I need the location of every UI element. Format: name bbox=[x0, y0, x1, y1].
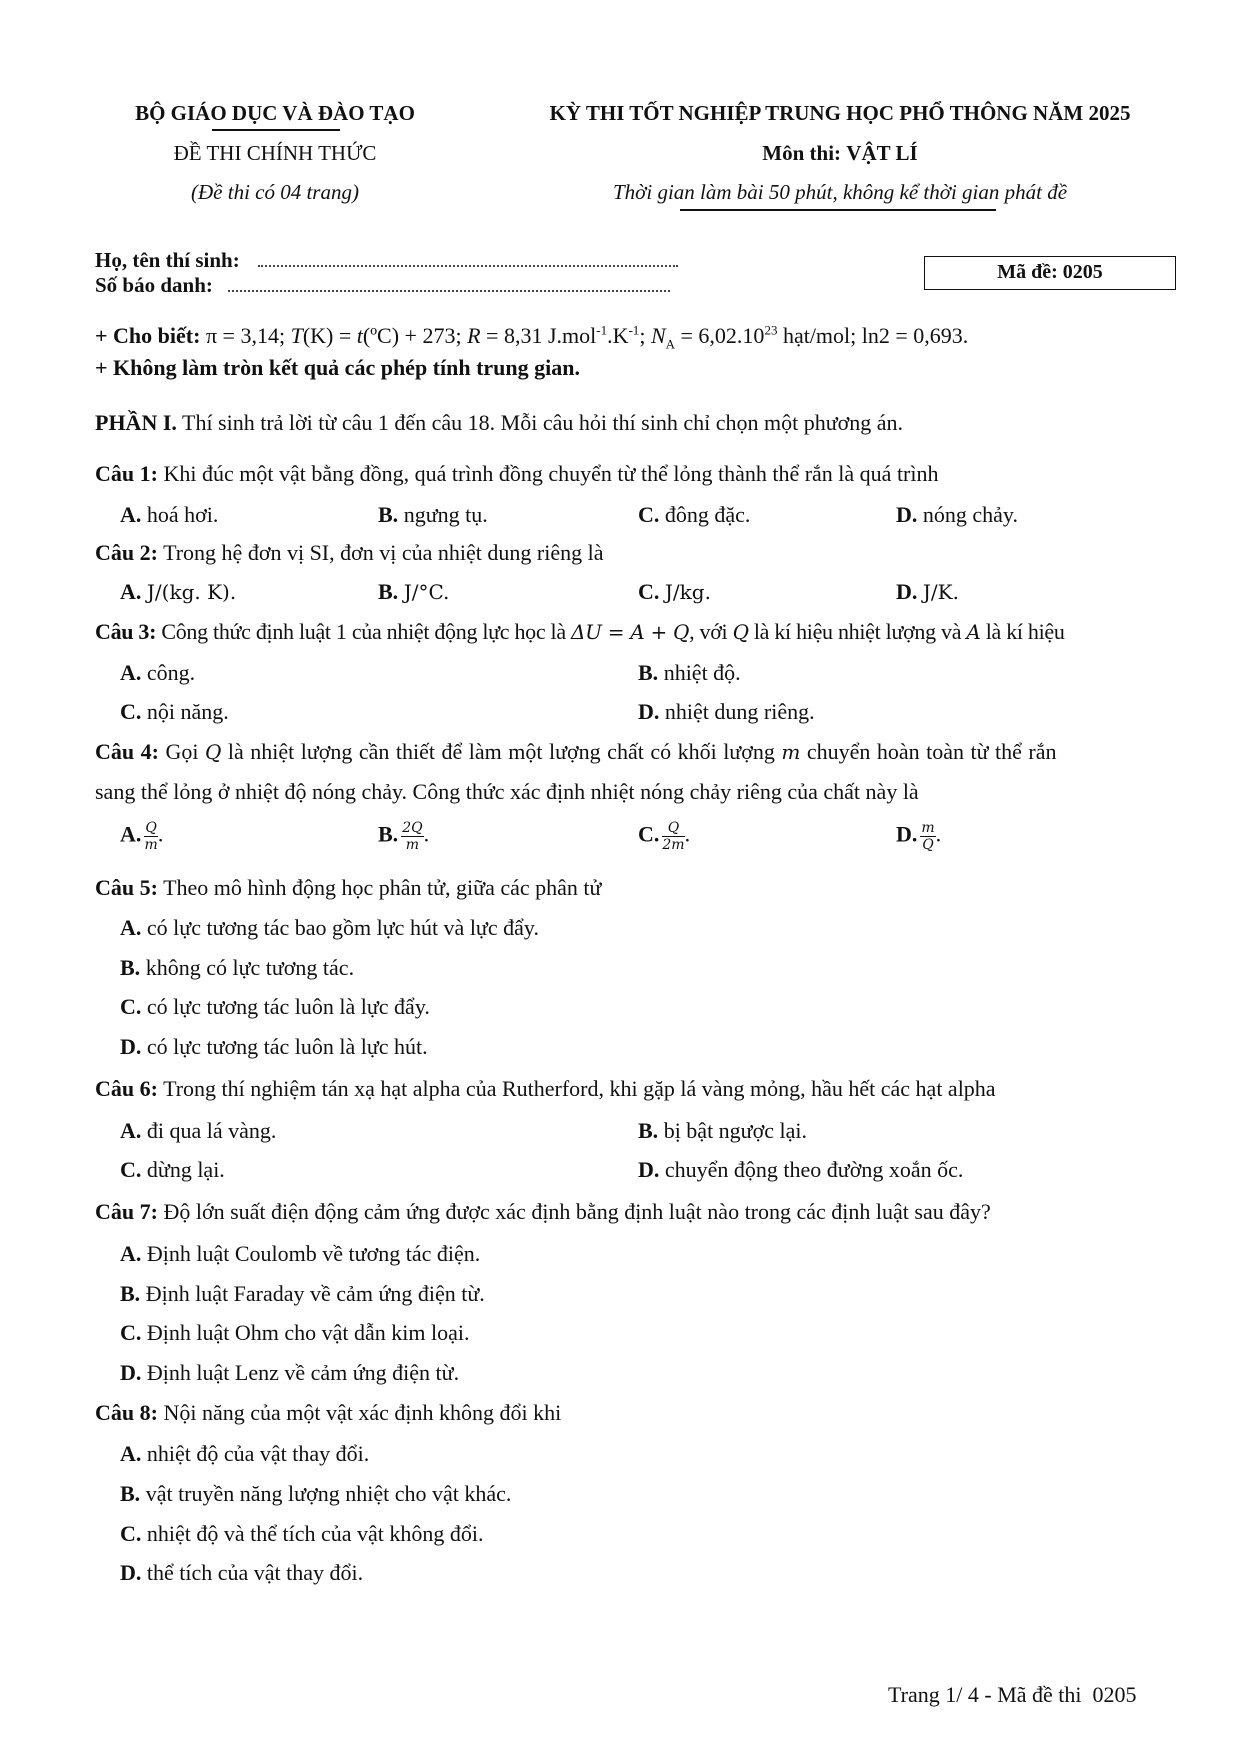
given-t-var: T bbox=[290, 323, 303, 348]
given-t-lower: t bbox=[356, 323, 363, 348]
option-key: B. bbox=[120, 1481, 141, 1506]
question-1 bbox=[95, 461, 939, 487]
question-6 bbox=[95, 1076, 996, 1102]
subject-line bbox=[500, 141, 1180, 166]
question-text: , với bbox=[689, 619, 728, 644]
candidate-name-line[interactable] bbox=[258, 265, 678, 267]
option-text: Định luật Lenz về cảm ứng điện từ. bbox=[146, 1360, 460, 1385]
option-key: A. bbox=[120, 660, 142, 685]
exam-code-value: 0205 bbox=[1062, 261, 1103, 283]
option-text: Định luật Ohm cho vật dẫn kim loại. bbox=[146, 1320, 470, 1345]
formula: ΔU = A + Q bbox=[571, 620, 690, 644]
option-text: công. bbox=[146, 660, 196, 685]
q3-option-a[interactable] bbox=[120, 660, 195, 686]
q5-option-b[interactable] bbox=[120, 955, 354, 981]
question-label: Câu 2: bbox=[95, 540, 158, 565]
q4-option-c[interactable]: C. $\frac{Q}{2m}$ . bbox=[638, 820, 691, 853]
fraction-numerator: m bbox=[921, 820, 935, 836]
option-text: nội năng. bbox=[146, 699, 229, 724]
option-text: bị bật ngược lại. bbox=[663, 1118, 807, 1143]
option-key: A. bbox=[120, 915, 142, 940]
fraction bbox=[144, 820, 157, 853]
question-label: Câu 5: bbox=[95, 875, 158, 900]
pages-note: (Đề thi có 04 trang) bbox=[191, 180, 359, 204]
option-key: C. bbox=[120, 1320, 142, 1345]
q7-option-b[interactable] bbox=[120, 1281, 485, 1307]
given-r-sup2: -1 bbox=[628, 322, 640, 338]
option-text: hoá hơi. bbox=[146, 502, 219, 527]
option-key: A. bbox=[120, 1441, 142, 1466]
question-text: chuyển hoàn toàn từ thể rắn bbox=[806, 739, 1057, 764]
question-text: là nhiệt lượng cần thiết để làm một lượng chất có khối lượng bbox=[227, 739, 775, 764]
option-text: đi qua lá vàng. bbox=[146, 1118, 277, 1143]
page-footer: Trang 1/ 4 - Mã đề thi 0205 bbox=[888, 1682, 1137, 1707]
fraction bbox=[662, 820, 684, 853]
option-key: D. bbox=[896, 579, 918, 604]
option-key: D. bbox=[896, 821, 918, 847]
option-key: D. bbox=[120, 1560, 142, 1585]
question-text: Khi đúc một vật bằng đồng, quá trình đồng chuyển từ thể lỏng thành thể rắn là quá trình bbox=[163, 461, 939, 486]
given-r-sup1: -1 bbox=[596, 322, 608, 338]
fraction-denominator: m bbox=[405, 837, 420, 853]
q6-option-b[interactable] bbox=[638, 1118, 807, 1144]
question-label: Câu 3: bbox=[95, 619, 157, 644]
ministry-name: BỘ GIÁO DỤC VÀ ĐÀO TẠO bbox=[135, 101, 415, 125]
option-key: B. bbox=[638, 1118, 659, 1143]
option-key: C. bbox=[120, 1521, 142, 1546]
exam-title: KỲ THI TỐT NGHIỆP TRUNG HỌC PHỔ THÔNG NĂM 2025 bbox=[549, 101, 1131, 125]
q8-option-d[interactable] bbox=[120, 1560, 363, 1586]
exam-code-label: Mã đề: bbox=[997, 261, 1058, 283]
given-r-k: .K bbox=[607, 323, 629, 348]
option-key: C. bbox=[120, 1157, 142, 1182]
candidate-name-label: Họ, tên thí sinh: bbox=[95, 248, 240, 272]
q5-option-d[interactable] bbox=[120, 1034, 428, 1060]
option-key: A. bbox=[120, 1241, 142, 1266]
option-key: C. bbox=[638, 579, 660, 604]
option-key: A. bbox=[120, 821, 142, 847]
q1-option-a[interactable] bbox=[120, 502, 218, 528]
q2-option-d[interactable] bbox=[896, 579, 959, 605]
question-text: Theo mô hình động học phân tử, giữa các phân tử bbox=[163, 875, 602, 900]
option-key: D. bbox=[120, 1034, 142, 1059]
question-label: Câu 4: bbox=[95, 739, 159, 764]
option-key: C. bbox=[120, 994, 142, 1019]
q7-option-d[interactable] bbox=[120, 1360, 459, 1386]
q2-option-b[interactable] bbox=[378, 579, 449, 605]
given-t-rest: (ºC) + 273; bbox=[362, 323, 462, 348]
option-text: Định luật Coulomb về tương tác điện. bbox=[146, 1241, 481, 1266]
subject-label: Môn thi: bbox=[762, 141, 842, 165]
given-r-var: R bbox=[467, 323, 481, 348]
question-8 bbox=[95, 1400, 561, 1426]
question-2 bbox=[95, 540, 603, 566]
q5-option-a[interactable] bbox=[120, 915, 539, 941]
given-t-eq: (K) = bbox=[302, 323, 352, 348]
given-na-sub: A bbox=[665, 336, 676, 352]
question-text: Trong hệ đơn vị SI, đơn vị của nhiệt dung riêng là bbox=[163, 540, 604, 565]
option-key: A. bbox=[120, 502, 142, 527]
question-text: là kí hiệu bbox=[985, 619, 1065, 644]
option-text: thể tích của vật thay đổi. bbox=[146, 1560, 364, 1585]
option-text: có lực tương tác bao gồm lực hút và lực đẩy. bbox=[146, 915, 539, 940]
option-text: chuyển động theo đường xoắn ốc. bbox=[664, 1157, 964, 1182]
fraction-numerator: 2Q bbox=[402, 820, 423, 836]
option-key: C. bbox=[638, 821, 660, 847]
given-na-val: = 6,02.10 bbox=[680, 323, 765, 348]
option-text: J/(kg. K). bbox=[146, 580, 237, 604]
time-note: Thời gian làm bài 50 phút, không kể thời gian phát đề bbox=[612, 180, 1068, 204]
q6-option-a[interactable] bbox=[120, 1118, 276, 1144]
option-text: J/K. bbox=[922, 580, 959, 604]
question-4 bbox=[95, 739, 1057, 765]
candidate-id-line[interactable] bbox=[228, 290, 670, 292]
given-na-rest: hạt/mol; ln2 = 0,693. bbox=[782, 323, 969, 348]
question-text: Nội năng của một vật xác định không đổi khi bbox=[163, 1400, 562, 1425]
option-key: B. bbox=[120, 1281, 141, 1306]
q3-option-b[interactable] bbox=[638, 660, 741, 686]
q2-option-c[interactable] bbox=[638, 579, 711, 605]
question-text: Trong thí nghiệm tán xạ hạt alpha của Rutherford, khi gặp lá vàng mỏng, hầu hết các hạt alpha bbox=[163, 1076, 996, 1101]
q8-option-b[interactable] bbox=[120, 1481, 511, 1507]
option-text: đông đặc. bbox=[664, 502, 751, 527]
fraction-denominator: m bbox=[144, 837, 158, 853]
option-text: nhiệt độ của vật thay đổi. bbox=[146, 1441, 370, 1466]
time-underline bbox=[680, 209, 996, 211]
fraction bbox=[401, 820, 423, 853]
q4-option-d[interactable]: D. $\frac{m}{Q}$ . bbox=[896, 820, 942, 853]
option-text: nhiệt độ. bbox=[663, 660, 741, 685]
option-text: Định luật Faraday về cảm ứng điện từ. bbox=[145, 1281, 485, 1306]
option-text: vật truyền năng lượng nhiệt cho vật khác. bbox=[145, 1481, 512, 1506]
option-key: C. bbox=[120, 699, 142, 724]
given-constants bbox=[95, 322, 969, 352]
option-key: D. bbox=[638, 699, 660, 724]
option-text: dừng lại. bbox=[146, 1157, 225, 1182]
question-5 bbox=[95, 875, 601, 901]
rounding-note: + Không làm tròn kết quả các phép tính trung gian. bbox=[95, 355, 580, 380]
question-label: Câu 1: bbox=[95, 461, 158, 486]
option-key: A. bbox=[120, 1118, 142, 1143]
q5-option-c[interactable] bbox=[120, 994, 430, 1020]
fraction-numerator: Q bbox=[145, 820, 157, 836]
q2-option-a[interactable] bbox=[120, 579, 236, 605]
question-3 bbox=[95, 619, 1065, 645]
q8-option-a[interactable] bbox=[120, 1441, 369, 1467]
option-key: B. bbox=[378, 502, 399, 527]
candidate-id-label: Số báo danh: bbox=[95, 273, 213, 297]
question-label: Câu 8: bbox=[95, 1400, 158, 1425]
given-prefix: + Cho biết: bbox=[95, 323, 201, 348]
question-4-line2: sang thể lỏng ở nhiệt độ nóng chảy. Công thức xác định nhiệt nóng chảy riêng của chất này là bbox=[95, 779, 919, 804]
variable: Q bbox=[204, 740, 222, 764]
q1-option-b[interactable] bbox=[378, 502, 488, 528]
option-text: có lực tương tác luôn là lực hút. bbox=[146, 1034, 428, 1059]
subject-name: VẬT LÍ bbox=[846, 141, 918, 165]
option-text: có lực tương tác luôn là lực đẩy. bbox=[146, 994, 430, 1019]
option-key: C. bbox=[638, 502, 660, 527]
fraction bbox=[920, 820, 935, 853]
given-r-end: ; bbox=[639, 323, 646, 348]
option-text: nóng chảy. bbox=[922, 502, 1018, 527]
part1-heading bbox=[95, 410, 903, 436]
question-label: Câu 6: bbox=[95, 1076, 158, 1101]
question-label: Câu 7: bbox=[95, 1199, 158, 1224]
option-key: B. bbox=[378, 579, 399, 604]
question-text: Độ lớn suất điện động cảm ứng được xác định bằng định luật nào trong các định luật sau đây? bbox=[163, 1199, 991, 1224]
fraction-numerator: Q bbox=[662, 820, 684, 837]
exam-code-box bbox=[924, 256, 1176, 290]
part1-label: PHẦN I. bbox=[95, 410, 177, 435]
question-text: Gọi bbox=[165, 739, 199, 764]
q1-option-d[interactable] bbox=[896, 502, 1018, 528]
q6-option-d[interactable] bbox=[638, 1157, 963, 1183]
option-text: nhiệt dung riêng. bbox=[664, 699, 815, 724]
option-key: B. bbox=[378, 821, 399, 847]
given-na-var: N bbox=[650, 323, 666, 348]
q3-option-c[interactable] bbox=[120, 699, 229, 725]
q8-option-c[interactable] bbox=[120, 1521, 484, 1547]
variable: Q bbox=[732, 620, 749, 644]
q4-option-a[interactable]: A. $\frac{Q}{m}$ . bbox=[120, 820, 164, 853]
q3-option-d[interactable] bbox=[638, 699, 815, 725]
option-text: J/kg. bbox=[664, 580, 711, 604]
option-text: J/°C. bbox=[403, 580, 450, 604]
option-text: nhiệt độ và thể tích của vật không đổi. bbox=[146, 1521, 484, 1546]
q6-option-c[interactable] bbox=[120, 1157, 225, 1183]
variable: m bbox=[781, 740, 801, 764]
given-na-sup: 23 bbox=[764, 322, 778, 338]
option-key: D. bbox=[120, 1360, 142, 1385]
option-key: D. bbox=[638, 1157, 660, 1182]
option-text: ngưng tụ. bbox=[403, 502, 488, 527]
option-text: không có lực tương tác. bbox=[145, 955, 355, 980]
variable: A bbox=[966, 620, 981, 644]
fraction-denominator: Q bbox=[922, 837, 934, 853]
official-label: ĐỀ THI CHÍNH THỨC bbox=[173, 141, 377, 165]
ministry-underline bbox=[212, 129, 340, 131]
q7-option-a[interactable] bbox=[120, 1241, 480, 1267]
question-text: Công thức định luật 1 của nhiệt động lực học là bbox=[161, 619, 566, 644]
option-key: B. bbox=[638, 660, 659, 685]
question-7 bbox=[95, 1199, 991, 1225]
option-key: D. bbox=[896, 502, 918, 527]
option-key: A. bbox=[120, 579, 142, 604]
q1-option-c[interactable] bbox=[638, 502, 750, 528]
part1-instruction: Thí sinh trả lời từ câu 1 đến câu 18. Mỗi câu hỏi thí sinh chỉ chọn một phương án. bbox=[182, 410, 904, 435]
given-r-val: = 8,31 J.mol bbox=[486, 323, 597, 348]
given-pi: π = 3,14; bbox=[205, 323, 286, 348]
question-text: là kí hiệu nhiệt lượng và bbox=[753, 619, 962, 644]
q7-option-c[interactable] bbox=[120, 1320, 470, 1346]
fraction-denominator: 2m bbox=[662, 837, 685, 853]
option-key: B. bbox=[120, 955, 141, 980]
q4-option-b[interactable]: B. $\frac{2Q}{m}$ . bbox=[378, 820, 430, 853]
